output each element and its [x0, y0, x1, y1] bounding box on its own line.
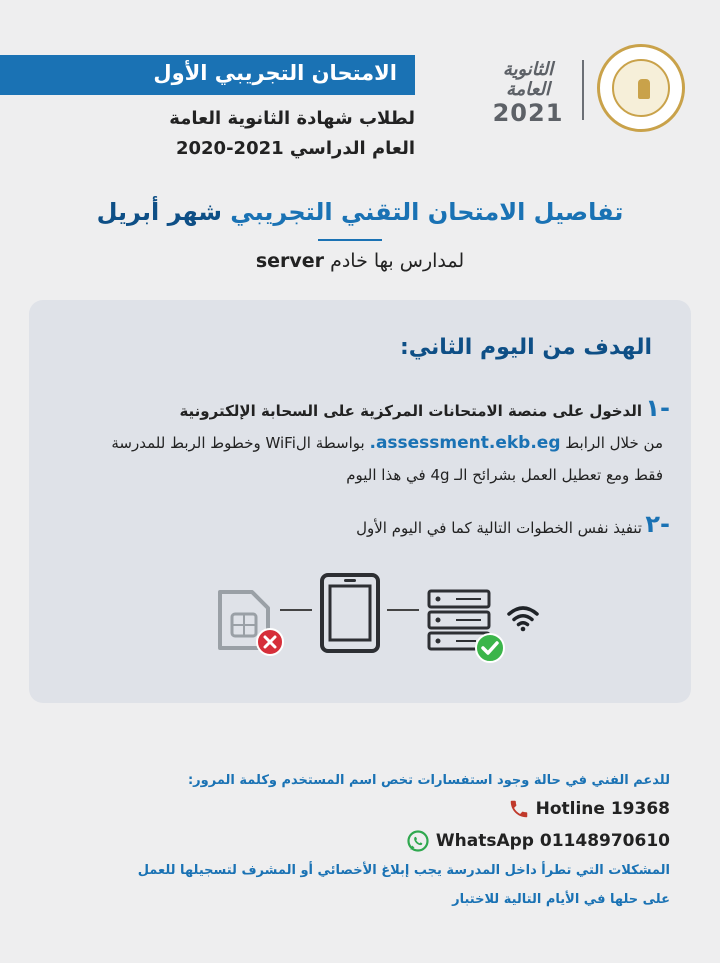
- tablet-icon: [319, 572, 381, 654]
- thanaweya-logo-year: 2021: [492, 99, 564, 127]
- eagle-icon: [638, 79, 650, 99]
- title-underline: [318, 239, 382, 241]
- check-icon: [474, 632, 506, 664]
- subtitle-text: لمدارس بها خادم: [324, 250, 465, 272]
- ministry-logo: [597, 44, 685, 132]
- step-1-line-1: الدخول على منصة الامتحانات المركزية على السحابة الإلكترونية: [179, 402, 642, 420]
- wifi-icon: [506, 604, 540, 632]
- title-text: تفاصيل الامتحان التقني التجريبي: [221, 198, 624, 226]
- step-1-line-2-start: من خلال الرابط: [560, 434, 663, 452]
- problems-note-line-2: على حلها في الأيام التالية للاختبار: [452, 892, 670, 907]
- hotline-text: Hotline 19368: [535, 799, 670, 819]
- header-banner: الامتحان التجريبي الأول: [0, 55, 415, 95]
- support-note: للدعم الفني في حالة وجود استفسارات تخص اسم المستخدم وكلمة المرور:: [187, 773, 670, 788]
- page-subtitle: [0, 250, 720, 272]
- title-month: شهر أبريل: [96, 198, 222, 226]
- step-2-line: تنفيذ نفس الخطوات التالية كما في اليوم الأول: [356, 519, 642, 537]
- whatsapp-icon: [406, 829, 430, 853]
- logo-divider: [582, 60, 584, 120]
- header-audience: لطلاب شهادة الثانوية العامة: [169, 108, 415, 129]
- error-x-icon: [255, 627, 285, 657]
- assessment-link[interactable]: assessment.ekb.eg.: [369, 433, 561, 453]
- step-2-number: ٢-: [645, 510, 670, 538]
- step-1-number: ١-: [645, 394, 670, 422]
- subtitle-server: server: [255, 250, 325, 272]
- phone-icon: [508, 798, 530, 820]
- step-1-line-2-end: بواسطة الWiFi وخطوط الربط للمدرسة: [111, 434, 370, 452]
- connector-line-2: [387, 609, 419, 611]
- whatsapp-row: [406, 829, 670, 853]
- hotline-row: [508, 798, 670, 820]
- step-1-line-2: [111, 433, 663, 453]
- header-school-year: العام الدراسي 2021-2020: [175, 138, 415, 159]
- page-title: [0, 198, 720, 226]
- connector-line-1: [280, 609, 312, 611]
- ministry-seal-icon: [612, 59, 670, 117]
- thanaweya-logo: [488, 60, 568, 126]
- step-1-line-3: فقط ومع تعطيل العمل بشرائح الـ 4g في هذا اليوم: [346, 466, 663, 484]
- thanaweya-logo-word: الثانوية العامة: [502, 59, 554, 100]
- whatsapp-text: WhatsApp 01148970610: [435, 831, 670, 851]
- problems-note-line-1: المشكلات التي تطرأ داخل المدرسة يجب إبلاغ الأخصائي أو المشرف لتسجيلها للعمل: [137, 863, 670, 878]
- goal-title: الهدف من اليوم الثاني:: [399, 335, 652, 360]
